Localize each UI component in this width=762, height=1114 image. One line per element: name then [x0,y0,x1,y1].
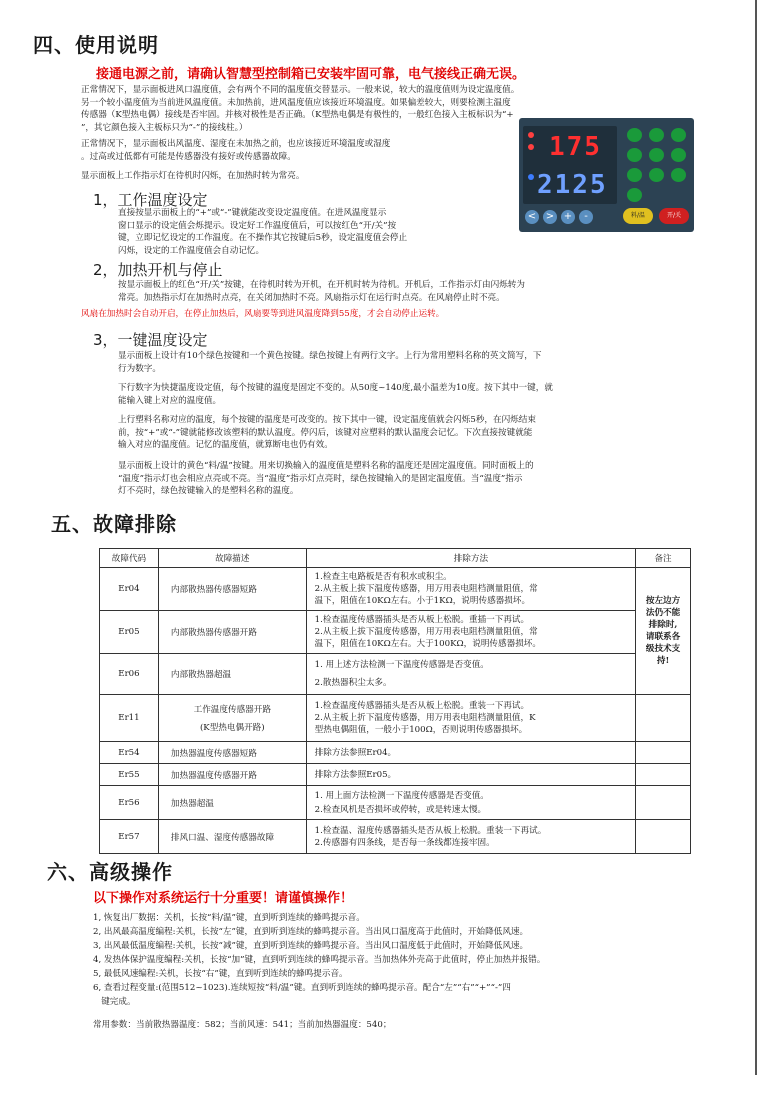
fault-fix [306,742,635,764]
text-line: 直接按显示面板上的“+”或“-”键就能改变设定温度值。在进风温度显示 [118,208,387,218]
fault-code: Er54 [100,742,159,764]
fix-line: 1.检查温、湿度传感器插头是否从板上松脱。重装一下再试。 [314,825,547,836]
description-line: 工作温度传感器开路 [193,705,271,715]
text-line: 输入对应的温度值。记忆的温度值，就算断电也仍有效。 [118,440,333,450]
empty-cell [636,786,691,820]
fault-code: Er56 [100,786,159,820]
list-item: 4, 发热体保护温度编程:关机，长按“加”键，直到听到连续的蜂鸣提示音。当加热体外壳高于此值时，停止加热并报错。 [93,955,546,965]
column-header: 排除方法 [306,549,635,568]
advanced-operations-list [93,911,545,1009]
control-panel-image [519,118,694,232]
column-header: 故障描述 [158,549,306,568]
fault-fix [306,764,635,786]
fault-code: Er57 [100,820,159,854]
text-line: ”，其它颜色接入主板标只为“-”的接线柱。） [81,122,248,133]
fault-fix [306,568,635,611]
fix-line: 2.从主板上拔下温度传感器，用万用表电阻档测量阻值，常 [314,584,538,594]
preset-button[interactable] [671,148,686,162]
empty-cell [636,820,691,854]
fault-fix [306,695,635,742]
table-row [100,568,691,611]
table-row [100,654,691,695]
fault-description: 加热器温度传感器开路 [158,764,306,786]
subsection-1-title: 1，工作温度设定 [93,191,208,209]
fault-code: Er06 [100,654,159,695]
description-line: (K型热电偶开路) [199,723,265,733]
right-button[interactable]: > [543,210,557,224]
intro-paragraph-2 [81,138,390,163]
column-header: 备注 [636,549,691,568]
text-line: 闪烁，设定的工作温度值会自动记忆。 [118,245,265,256]
text-line: 键，立即记忆设定的工作温度。在不操作其它按键后5秒，设定温度值会停止 [118,233,408,243]
fix-line: 排除方法参照Er04。 [314,747,397,758]
text-line: 灯不亮时，绿色按键输入的是塑料名称的温度。 [118,486,299,496]
preset-button[interactable] [649,148,664,162]
table-row [100,820,691,854]
fix-line: 2.传感器有四条线，是否每一条线都连接牢固。 [314,837,495,848]
fault-fix [306,611,635,654]
fix-line: 1.检查温度传感器插头是否从板上松脱。重插一下再试。 [314,615,530,625]
note-line: 按左边方 [645,596,681,606]
preset-button[interactable] [627,168,642,182]
subsection-2-note: 风扇在加热时会自动开启，在停止加热后，风扇要等到进风温度降到55度，才会自动停止运转。 [81,309,445,319]
empty-cell [636,695,691,742]
text-line: 前，按“+”或“-”键就能修改该塑料的默认温度。停闪后，该键对应塑料的默认温度会记忆。下次直接按键就能 [118,427,533,438]
text-line: 传感器（K型热电偶）接线是否牢固。并核对极性是否正确。（K型热电偶是有极性的，一般红色接入主板标识为“+ [81,110,514,120]
text-line: 常亮。加热指示灯在加热时点亮，在关闭加热时不亮。风扇指示灯在运行时点亮。在风扇停止时不亮。 [118,292,505,303]
text-line: 显示面板上设计的黄色“料/温”按键。用来切换输入的温度值是塑料名称的温度还是固定温度值。同时面板上的 [118,461,534,471]
fault-description: 排风口温、湿度传感器故障 [158,820,306,854]
list-item: 5, 最低风速编程:关机，长按“右”键，直到听到连续的蜂鸣提示音。 [93,969,348,979]
fix-line: 2.从主板上拔下温度传感器，用万用表电阻档测量阻值，常 [314,627,538,637]
list-item: 6, 查看过程变量:(范围512~1023).连续短按“料/温”键。直到听到连续的蜂鸣提示音。配合“左”“右”“+”“-”四 [93,983,511,993]
humidity-display: 2125 [537,170,608,200]
section-6-warning: 以下操作对系统运行十分重要！请谨慎操作！ [93,891,354,906]
left-button[interactable]: < [525,210,539,224]
fault-description: 加热器超温 [158,786,306,820]
minus-button[interactable]: - [579,210,593,224]
subsection-3-title: 3，一键温度设定 [93,331,208,349]
note-line: 法仍不能 [645,608,681,618]
fault-code: Er11 [100,695,159,742]
preset-button[interactable] [649,128,664,142]
preset-button[interactable] [627,188,642,202]
preset-button[interactable] [649,168,664,182]
fault-code: Er55 [100,764,159,786]
fix-line: 排除方法参照Er05。 [314,769,397,780]
fault-fix [306,820,635,854]
fault-description: 加热器温度传感器短路 [158,742,306,764]
table-row [100,695,691,742]
fault-table [99,548,691,854]
note-line: 请联系各 [645,632,681,642]
fix-line: 2.散热器积尘太多。 [314,678,392,688]
note-line: 级技术支 [645,644,681,654]
subsection-1-body [118,207,407,257]
fix-line: 1.检查温度传感器插头是否从板上松脱。重装一下再试。 [314,701,530,711]
list-item: 2, 出风最高温度编程:关机，长按“左”键，直到听到连续的蜂鸣提示音。当出风口温度高于此值时，开始降低风速。 [93,927,529,937]
subsection-3-para-4 [118,460,534,498]
common-parameters: 常用参数：当前散热器温度：582；当前风速：541；当前加热器温度：540； [93,1020,392,1030]
section-6-title: 六、高级操作 [47,860,173,884]
note-line: 持! [656,656,670,666]
table-row [100,742,691,764]
table-row [100,786,691,820]
material-temp-button[interactable]: 料/温 [623,208,653,224]
subsection-2-body [118,279,525,304]
fix-line: 型热电偶阻值，一般小于100Ω，否则说明传感器损坏。 [314,725,528,735]
section-5-title: 五、故障排除 [51,512,177,536]
fix-line: 温下，阻值在10KΩ左右。大于100KΩ，说明传感器损坏。 [314,639,541,649]
subsection-3-para-3 [118,414,536,452]
section-4-title: 四、使用说明 [33,33,159,57]
power-button[interactable]: 开/关 [659,208,689,224]
text-line: 正常情况下，显示面板进风口温度值，会有两个不同的温度值交替显示。一般来说，较大的温度值则为设定温度值。 [81,85,520,95]
fix-line: 温下，阻值在10KΩ左右。小于1KΩ，说明传感器损坏。 [314,596,531,606]
indicator-light [528,174,534,180]
column-header: 故障代码 [100,549,159,568]
fix-line: 2.从主板上折下温度传感器，用万用表电阻档测量阻值，K [314,713,536,723]
preset-button[interactable] [627,128,642,142]
note-line: 排除时, [648,620,678,630]
fault-note [636,568,691,695]
subsection-3-para-2 [118,382,553,407]
indicator-light [528,132,534,138]
list-item: 1, 恢复出厂数据：关机，长按“料/温”键，直到听到连续的蜂鸣提示音。 [93,913,365,923]
subsection-3-para-1 [118,350,541,375]
intro-paragraph [81,84,519,134]
fault-code: Er04 [100,568,159,611]
text-line: 窗口显示的设定值会烁提示。设定好工作温度值后，可以按红色“开/关”按 [118,220,397,231]
page-border [755,0,757,1075]
fix-line: 1.检查主电路板是否有积水或积尘。 [314,572,452,582]
text-line: 按显示面板上的红色“开/关”按键，在待机时转为开机，在开机时转为待机。开机后，工作指示灯由闪烁转为 [118,280,525,290]
list-item: 键完成。 [93,997,136,1007]
table-header-row [100,549,691,568]
fault-fix [306,654,635,695]
table-row [100,611,691,654]
fix-line: 1. 用上面方法检测一下温度传感器是否变值。 [314,791,489,801]
preset-button[interactable] [671,128,686,142]
fault-description: 内部散热器传感器短路 [158,568,306,611]
fix-line: 2.检查风机是否损坏或停转，或是转速太慢。 [314,805,487,815]
indicator-light [528,144,534,150]
text-line: 下行数字为快捷温度设定值，每个按键的温度是固定不变的。从50度~140度,最小温差为10度。按下其中一键，就 [118,383,553,393]
plus-button[interactable]: + [561,210,575,224]
preset-button[interactable] [627,148,642,162]
fault-description: 内部散热器超温 [158,654,306,695]
empty-cell [636,764,691,786]
text-line: 正常情况下，显示面板出风温度、湿度在未加热之前，也应该接近环境温度或湿度 [81,139,391,149]
intro-paragraph-3: 显示面板上工作指示灯在待机时闪烁，在加热时转为常亮。 [81,171,305,181]
text-line: “温度”指示灯也会相应点亮或不亮。当“温度”指示灯点亮时，绿色按键输入的是固定温度值。当“温度”指示 [118,473,523,484]
section-4-warning: 接通电源之前，请确认智慧型控制箱已安装牢固可靠，电气接线正确无误。 [96,67,526,82]
text-line: 。过高或过低都有可能是传感器没有接好或传感器故障。 [81,151,296,162]
preset-button[interactable] [671,168,686,182]
table-row [100,764,691,786]
empty-cell [636,742,691,764]
text-line: 另一个较小温度值为当前进风温度值。未加热前，进风温度值应该接近环境温度。如果偏差较大，则要检测主温度 [81,97,511,108]
text-line: 上行塑料名称对应的温度，每个按键的温度是可改变的。按下其中一键，设定温度值就会闪烁5秒，在闪烁结束 [118,415,536,425]
text-line: 行为数字。 [118,363,161,374]
fault-description [158,695,306,742]
fault-fix [306,786,635,820]
fault-description: 内部散热器传感器开路 [158,611,306,654]
fault-code: Er05 [100,611,159,654]
list-item: 3, 出风最低温度编程:关机，长按“减”键，直到听到连续的蜂鸣提示音。当出风口温度低于此值时，开始降低风速。 [93,941,529,951]
subsection-2-title: 2，加热开机与停止 [93,261,223,279]
temperature-display: 175 [549,132,602,162]
text-line: 显示面板上设计有10个绿色按键和一个黄色按键。绿色按键上有两行文字。上行为常用塑料名称的英文简写，下 [118,351,542,361]
text-line: 能输入键上对应的温度值。 [118,395,222,406]
fix-line: 1. 用上述方法检测一下温度传感器是否变值。 [314,660,489,670]
